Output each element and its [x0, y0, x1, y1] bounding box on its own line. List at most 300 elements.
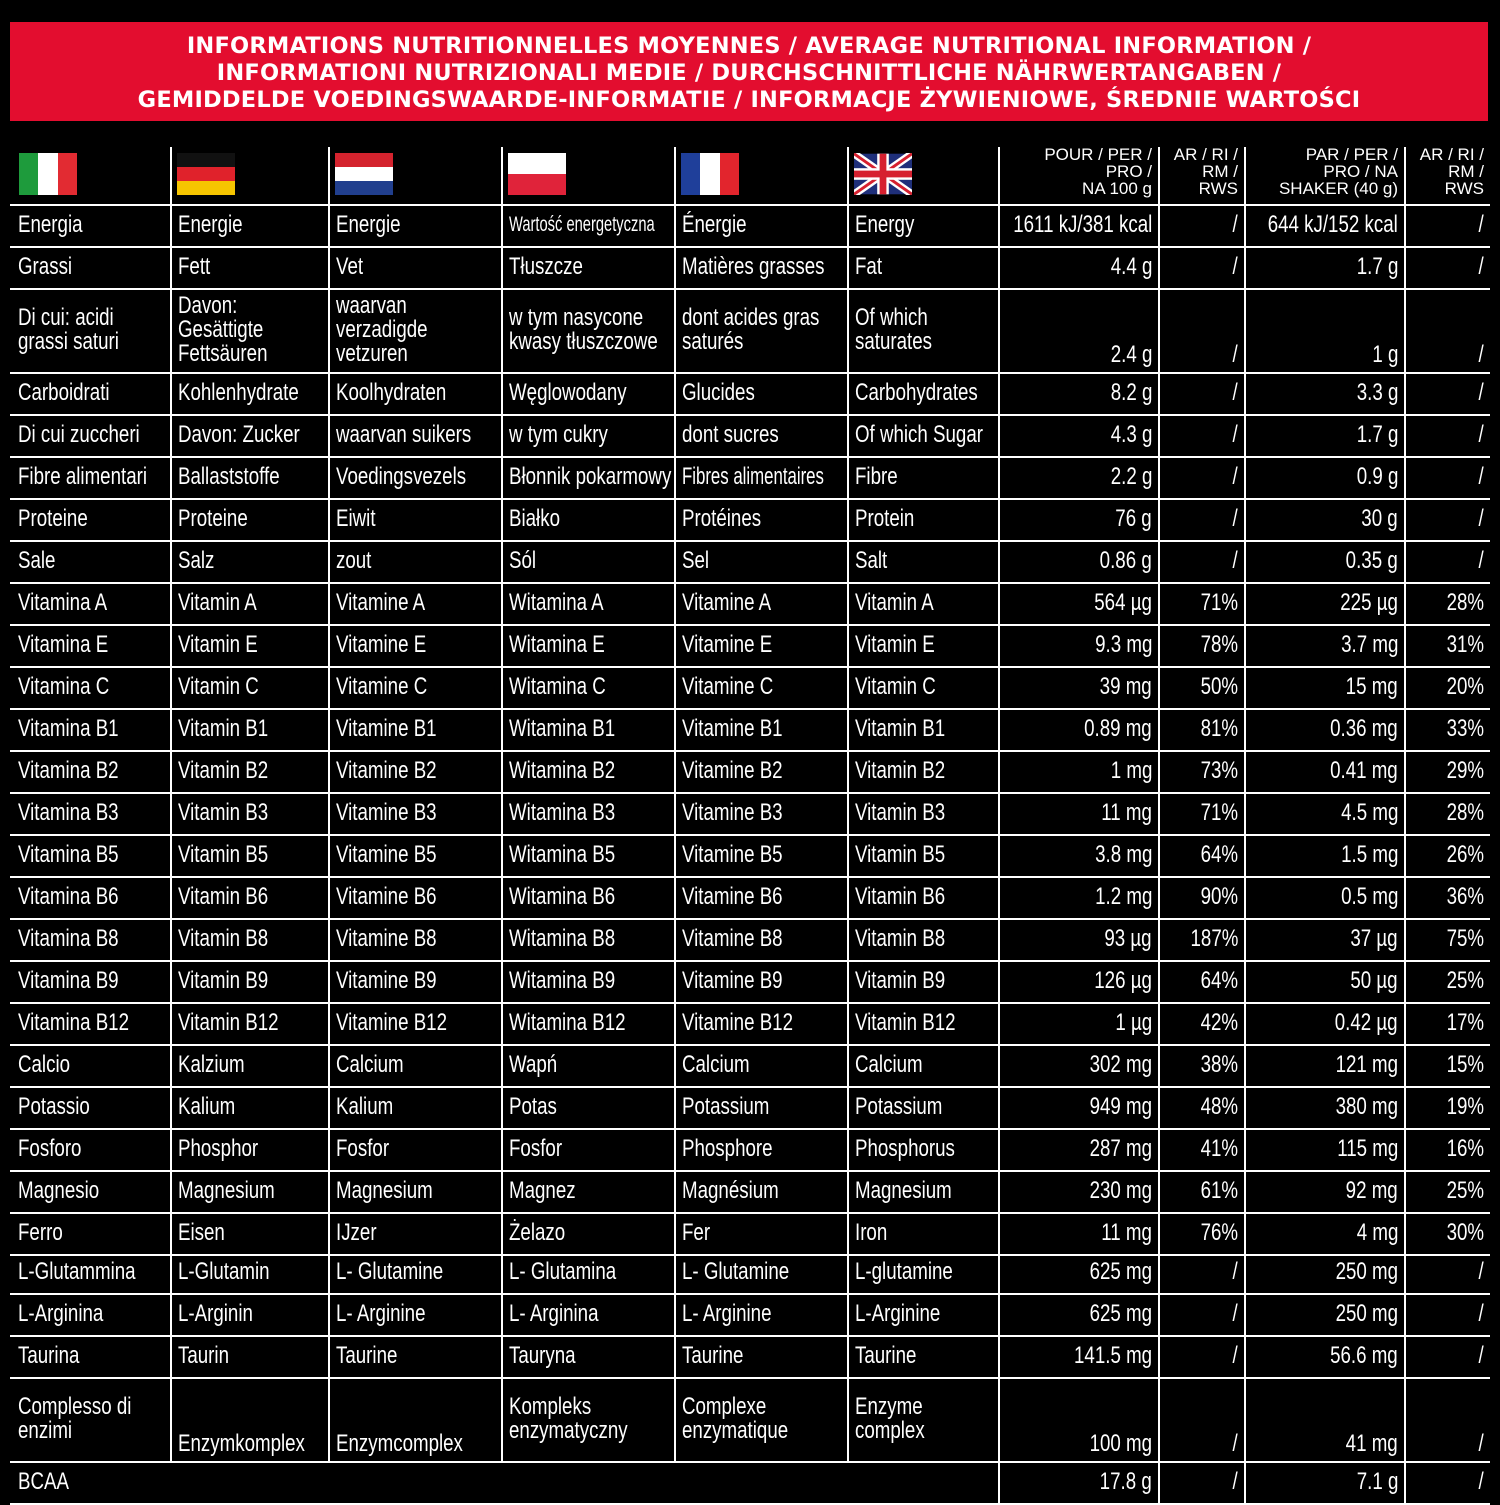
label-nl	[328, 877, 501, 917]
cell-text: /	[1478, 421, 1484, 448]
cell-text: w tym cukry	[509, 421, 608, 448]
cell-text: Vitamin B12	[855, 1009, 956, 1036]
cell-text: /	[1478, 379, 1484, 406]
cell-text: Sale	[18, 547, 56, 574]
label-nl	[328, 667, 501, 707]
cell-text: 564 µg	[1094, 589, 1152, 616]
value-v100	[998, 247, 1158, 287]
label-pl	[501, 877, 674, 917]
cell-text: Witamina C	[509, 673, 606, 700]
label-de	[170, 1003, 328, 1043]
value-v100	[998, 1378, 1158, 1460]
label-de	[170, 1129, 328, 1169]
label-de	[170, 205, 328, 245]
label-en	[847, 499, 998, 539]
cell-text: /	[1232, 1258, 1238, 1285]
banner-line-2: INFORMATIONI NUTRIZIONALI MEDIE / DURCHSCHNITTLICHE NÄHRWERTANGABEN /	[216, 60, 1282, 86]
value-ri100	[1158, 1045, 1244, 1085]
cell-text: 4.4 g	[1110, 253, 1152, 280]
value-v100	[998, 709, 1158, 749]
cell-text: 625 mg	[1089, 1258, 1152, 1285]
value-ris	[1404, 1171, 1490, 1211]
cell-text: Vitamin B8	[178, 925, 269, 952]
cell-text: Vitamine E	[682, 631, 773, 658]
cell-text: 3.7 mg	[1340, 631, 1398, 658]
cell-text: 19%	[1446, 1093, 1484, 1120]
cell-text: Calcium	[336, 1051, 404, 1078]
value-ri100	[1158, 499, 1244, 539]
value-v100	[998, 583, 1158, 623]
cell-text: Matières grasses	[682, 253, 825, 280]
cell-text: Vitamina B9	[18, 967, 119, 994]
cell-text: Vitamin C	[855, 673, 936, 700]
label-it	[10, 247, 170, 287]
cell-text: 126 µg	[1094, 967, 1152, 994]
value-ri100	[1158, 751, 1244, 791]
label-pl	[501, 919, 674, 959]
cell-text: 8.2 g	[1110, 379, 1152, 406]
value-ris	[1404, 1003, 1490, 1043]
value-ri100	[1158, 961, 1244, 1001]
label-it	[10, 1213, 170, 1253]
cell-text: 100 mg	[1089, 1430, 1152, 1457]
value-v100	[998, 1213, 1158, 1253]
value-ri100	[1158, 1252, 1244, 1292]
cell-text: 1.7 g	[1356, 253, 1398, 280]
cell-text: zout	[336, 547, 372, 574]
value-v100	[998, 373, 1158, 413]
label-nl	[328, 709, 501, 749]
cell-text: Vitamin B9	[855, 967, 946, 994]
value-ris	[1404, 1045, 1490, 1085]
cell-text: Magnesium	[855, 1177, 952, 1204]
label-it	[10, 415, 170, 455]
cell-text: Vitamin B8	[855, 925, 946, 952]
cell-text: 1 g	[1371, 341, 1398, 368]
value-ri100	[1158, 793, 1244, 833]
label-de	[170, 1252, 328, 1292]
cell-text: L- Arginine	[682, 1300, 772, 1327]
value-ris	[1404, 541, 1490, 581]
value-ri100	[1158, 373, 1244, 413]
cell-text: 121 mg	[1335, 1051, 1398, 1078]
label-fr	[674, 1171, 847, 1211]
value-ris	[1404, 1213, 1490, 1253]
cell-text: Fibre alimentari	[18, 463, 148, 490]
value-vs	[1244, 1213, 1404, 1253]
value-ri100	[1158, 583, 1244, 623]
cell-text: Taurina	[18, 1342, 80, 1369]
cell-text: 15 mg	[1345, 673, 1398, 700]
cell-text: 71%	[1200, 589, 1238, 616]
cell-text: /	[1232, 421, 1238, 448]
cell-text: Salt	[855, 547, 888, 574]
cell-text: 31%	[1446, 631, 1484, 658]
cell-text: 4.3 g	[1110, 421, 1152, 448]
label-en	[847, 373, 998, 413]
cell-text: Vitamine B8	[682, 925, 783, 952]
cell-text: /	[1478, 1342, 1484, 1369]
cell-text: Tauryna	[509, 1342, 576, 1369]
cell-text: Taurin	[178, 1342, 229, 1369]
cell-text: L-Glutamin	[178, 1258, 270, 1285]
cell-text: Vitamin B9	[178, 967, 269, 994]
cell-text: 28%	[1446, 589, 1484, 616]
cell-text: Vitamin A	[855, 589, 934, 616]
label-de	[170, 961, 328, 1001]
cell-text: 1611 kJ/381 kcal	[1012, 211, 1152, 238]
cell-text: 1 µg	[1115, 1009, 1152, 1036]
cell-text: Carbohydrates	[855, 379, 978, 406]
value-v100	[998, 1129, 1158, 1169]
label-it	[10, 1129, 170, 1169]
cell-text: Magnésium	[682, 1177, 779, 1204]
value-vs	[1244, 709, 1404, 749]
cell-text: 37 µg	[1350, 925, 1398, 952]
cell-text: /	[1478, 1430, 1484, 1457]
cell-text: 0.41 mg	[1330, 757, 1398, 784]
label-de	[170, 499, 328, 539]
label-it	[10, 1462, 998, 1502]
cell-text: Davon: Zucker	[178, 421, 300, 448]
label-en	[847, 961, 998, 1001]
label-it	[10, 919, 170, 959]
cell-text: Di cui zuccheri	[18, 421, 140, 448]
label-it	[10, 1378, 170, 1460]
cell-text: Taurine	[855, 1342, 917, 1369]
cell-text: 30 g	[1361, 505, 1398, 532]
value-vs	[1244, 1129, 1404, 1169]
label-pl	[501, 1045, 674, 1085]
label-pl	[501, 1252, 674, 1292]
cell-text: 61%	[1200, 1177, 1238, 1204]
cell-text: 25%	[1446, 1177, 1484, 1204]
label-pl	[501, 751, 674, 791]
label-en	[847, 1294, 998, 1334]
cell-text: Vitamine B1	[336, 715, 437, 742]
value-v100	[998, 1462, 1158, 1502]
cell-text: 11 mg	[1101, 1219, 1152, 1246]
label-fr	[674, 583, 847, 623]
label-it	[10, 1171, 170, 1211]
cell-text: Fibres alimentaires	[682, 463, 824, 490]
label-nl	[328, 541, 501, 581]
cell-text: Vitamin B5	[855, 841, 946, 868]
label-de	[170, 1378, 328, 1460]
cell-text: 76 g	[1115, 505, 1152, 532]
label-de	[170, 289, 328, 371]
value-vs	[1244, 1378, 1404, 1460]
value-vs	[1244, 793, 1404, 833]
value-ri100	[1158, 667, 1244, 707]
cell-text: 25%	[1446, 967, 1484, 994]
value-vs	[1244, 919, 1404, 959]
cell-text: 39 mg	[1099, 673, 1152, 700]
cell-text: Witamina B5	[509, 841, 616, 868]
cell-text: Énergie	[682, 211, 747, 238]
cell-text: 250 mg	[1335, 1300, 1398, 1327]
cell-text: 90%	[1200, 883, 1238, 910]
label-nl	[328, 961, 501, 1001]
ri-100g-header-line-1: AR / RI /	[1173, 145, 1238, 164]
cell-text: 380 mg	[1335, 1093, 1398, 1120]
cell-text: /	[1232, 505, 1238, 532]
cell-text: 29%	[1446, 757, 1484, 784]
value-v100	[998, 289, 1158, 371]
cell-text: /	[1478, 463, 1484, 490]
cell-text: Vitamine A	[336, 589, 426, 616]
cell-text: Węglowodany	[509, 379, 627, 406]
label-nl	[328, 1045, 501, 1085]
cell-text: /	[1232, 1468, 1238, 1495]
cell-text: Vitamin B6	[855, 883, 946, 910]
label-en	[847, 457, 998, 497]
per-shaker-header-line-3: SHAKER (40 g)	[1278, 179, 1398, 198]
cell-text: 625 mg	[1089, 1300, 1152, 1327]
cell-text: 0.86 g	[1099, 547, 1152, 574]
label-nl	[328, 1378, 501, 1460]
label-pl	[501, 1129, 674, 1169]
label-fr	[674, 247, 847, 287]
label-it	[10, 751, 170, 791]
cell-text: Vitamina B1	[18, 715, 119, 742]
value-ris	[1404, 877, 1490, 917]
cell-text: Potassio	[18, 1093, 90, 1120]
cell-text: Vitamina B6	[18, 883, 119, 910]
cell-text: Vitamine C	[336, 673, 428, 700]
cell-text: 0.9 g	[1356, 463, 1398, 490]
label-it	[10, 205, 170, 245]
label-de	[170, 835, 328, 875]
cell-text: Voedingsvezels	[336, 463, 467, 490]
label-pl	[501, 541, 674, 581]
value-v100	[998, 1045, 1158, 1085]
label-en	[847, 919, 998, 959]
cell-text: Enzymcomplex	[336, 1430, 463, 1457]
cell-text: 71%	[1200, 799, 1238, 826]
cell-text: 81%	[1200, 715, 1238, 742]
cell-text: Kompleks enzymatyczny	[509, 1393, 628, 1444]
label-de	[170, 541, 328, 581]
cell-text: 141.5 mg	[1073, 1342, 1152, 1369]
value-v100	[998, 1087, 1158, 1127]
cell-text: 41%	[1200, 1135, 1238, 1162]
cell-text: Ferro	[18, 1219, 63, 1246]
value-v100	[998, 835, 1158, 875]
label-pl	[501, 1171, 674, 1211]
cell-text: L- Glutamine	[682, 1258, 790, 1285]
cell-text: 56.6 mg	[1330, 1342, 1398, 1369]
label-it	[10, 541, 170, 581]
cell-text: Witamina A	[509, 589, 604, 616]
cell-text: 20%	[1446, 673, 1484, 700]
value-ri100	[1158, 1336, 1244, 1376]
cell-text: Vitamine B3	[682, 799, 783, 826]
cell-text: Phosphor	[178, 1135, 259, 1162]
label-pl	[501, 415, 674, 455]
cell-text: 50 µg	[1350, 967, 1398, 994]
cell-text: Vitamine B6	[336, 883, 437, 910]
label-fr	[674, 625, 847, 665]
cell-text: Sól	[509, 547, 537, 574]
cell-text: Vitamine A	[682, 589, 772, 616]
cell-text: Eisen	[178, 1219, 225, 1246]
label-nl	[328, 1087, 501, 1127]
cell-text: Calcio	[18, 1051, 71, 1078]
value-v100	[998, 541, 1158, 581]
cell-text: L-Arginina	[18, 1300, 104, 1327]
label-pl	[501, 1294, 674, 1334]
ri-shaker-header-line-2: RM /	[1448, 162, 1484, 181]
label-nl	[328, 625, 501, 665]
cell-text: Salz	[178, 547, 215, 574]
cell-text: Vitamina B8	[18, 925, 119, 952]
cell-text: Vitamin B6	[178, 883, 269, 910]
cell-text: Vitamine B5	[682, 841, 783, 868]
label-it	[10, 1294, 170, 1334]
value-ris	[1404, 709, 1490, 749]
cell-text: 4.5 mg	[1340, 799, 1398, 826]
cell-text: Vitamin E	[855, 631, 935, 658]
cell-text: Calcium	[855, 1051, 923, 1078]
label-fr	[674, 961, 847, 1001]
label-it	[10, 1252, 170, 1292]
label-en	[847, 667, 998, 707]
cell-text: Vitamine B2	[336, 757, 437, 784]
cell-text: Magnez	[509, 1177, 576, 1204]
label-nl	[328, 1336, 501, 1376]
cell-text: Witamina B12	[509, 1009, 626, 1036]
value-ris	[1404, 919, 1490, 959]
label-pl	[501, 961, 674, 1001]
label-en	[847, 205, 998, 245]
cell-text: L- Glutamine	[336, 1258, 444, 1285]
cell-text: Witamina E	[509, 631, 605, 658]
value-ris	[1404, 835, 1490, 875]
value-ri100	[1158, 919, 1244, 959]
label-nl	[328, 793, 501, 833]
cell-text: Potassium	[855, 1093, 943, 1120]
cell-text: /	[1478, 1258, 1484, 1285]
cell-text: Witamina B9	[509, 967, 616, 994]
cell-text: /	[1232, 1342, 1238, 1369]
cell-text: L-Arginine	[855, 1300, 941, 1327]
value-ri100	[1158, 835, 1244, 875]
label-fr	[674, 1129, 847, 1169]
value-vs	[1244, 457, 1404, 497]
value-ri100	[1158, 1003, 1244, 1043]
cell-text: Fat	[855, 253, 883, 280]
label-fr	[674, 541, 847, 581]
value-vs	[1244, 205, 1404, 245]
value-ris	[1404, 961, 1490, 1001]
value-vs	[1244, 877, 1404, 917]
per-100g-header-line-1: POUR / PER /	[1044, 145, 1152, 164]
value-vs	[1244, 1045, 1404, 1085]
cell-text: Kalium	[336, 1093, 394, 1120]
label-en	[847, 541, 998, 581]
label-fr	[674, 877, 847, 917]
cell-text: Complesso di enzimi	[18, 1393, 132, 1444]
cell-text: Vitamin C	[178, 673, 259, 700]
label-pl	[501, 205, 674, 245]
value-ris	[1404, 1294, 1490, 1334]
cell-text: 3.8 mg	[1094, 841, 1152, 868]
cell-text: 48%	[1200, 1093, 1238, 1120]
cell-text: Enzymkomplex	[178, 1430, 305, 1457]
value-vs	[1244, 961, 1404, 1001]
cell-text: Vitamine B5	[336, 841, 437, 868]
value-vs	[1244, 835, 1404, 875]
label-en	[847, 793, 998, 833]
label-fr	[674, 1336, 847, 1376]
cell-text: Fosfor	[509, 1135, 563, 1162]
value-vs	[1244, 373, 1404, 413]
label-fr	[674, 1252, 847, 1292]
cell-text: Vitamin B3	[855, 799, 946, 826]
label-pl	[501, 1336, 674, 1376]
cell-text: Vitamine B8	[336, 925, 437, 952]
label-nl	[328, 499, 501, 539]
label-pl	[501, 793, 674, 833]
ri-shaker-header-line-1: AR / RI /	[1419, 145, 1484, 164]
value-vs	[1244, 541, 1404, 581]
label-nl	[328, 205, 501, 245]
label-fr	[674, 1294, 847, 1334]
label-nl	[328, 289, 501, 371]
cell-text: Vitamine B1	[682, 715, 783, 742]
cell-text: /	[1478, 505, 1484, 532]
cell-text: 64%	[1200, 967, 1238, 994]
value-ris	[1404, 1378, 1490, 1460]
cell-text: Fer	[682, 1219, 711, 1246]
cell-text: 230 mg	[1089, 1177, 1152, 1204]
cell-text: L-Glutammina	[18, 1258, 136, 1285]
cell-text: 1.7 g	[1356, 421, 1398, 448]
cell-text: Vitamin E	[178, 631, 258, 658]
cell-text: Taurine	[682, 1342, 744, 1369]
cell-text: 41 mg	[1345, 1430, 1398, 1457]
label-it	[10, 583, 170, 623]
ri-100g-header-line-2: RM /	[1202, 162, 1238, 181]
cell-text: 42%	[1200, 1009, 1238, 1036]
value-ri100	[1158, 1129, 1244, 1169]
cell-text: /	[1478, 547, 1484, 574]
cell-text: Vitamine B2	[682, 757, 783, 784]
value-ri100	[1158, 1378, 1244, 1460]
cell-text: /	[1478, 1300, 1484, 1327]
label-it	[10, 877, 170, 917]
per-shaker-header-line-2: PRO / NA	[1323, 162, 1398, 181]
label-de	[170, 457, 328, 497]
cell-text: waarvan verzadigde vetzuren	[336, 292, 428, 367]
cell-text: 36%	[1446, 883, 1484, 910]
cell-text: 16%	[1446, 1135, 1484, 1162]
value-ri100	[1158, 289, 1244, 371]
cell-text: Vitamin B1	[178, 715, 269, 742]
value-ris	[1404, 751, 1490, 791]
cell-text: /	[1232, 379, 1238, 406]
cell-text: L- Arginina	[509, 1300, 599, 1327]
value-ris	[1404, 415, 1490, 455]
value-ris	[1404, 625, 1490, 665]
label-de	[170, 1336, 328, 1376]
label-de	[170, 709, 328, 749]
label-pl	[501, 373, 674, 413]
label-de	[170, 625, 328, 665]
cell-text: /	[1232, 211, 1238, 238]
value-v100	[998, 793, 1158, 833]
